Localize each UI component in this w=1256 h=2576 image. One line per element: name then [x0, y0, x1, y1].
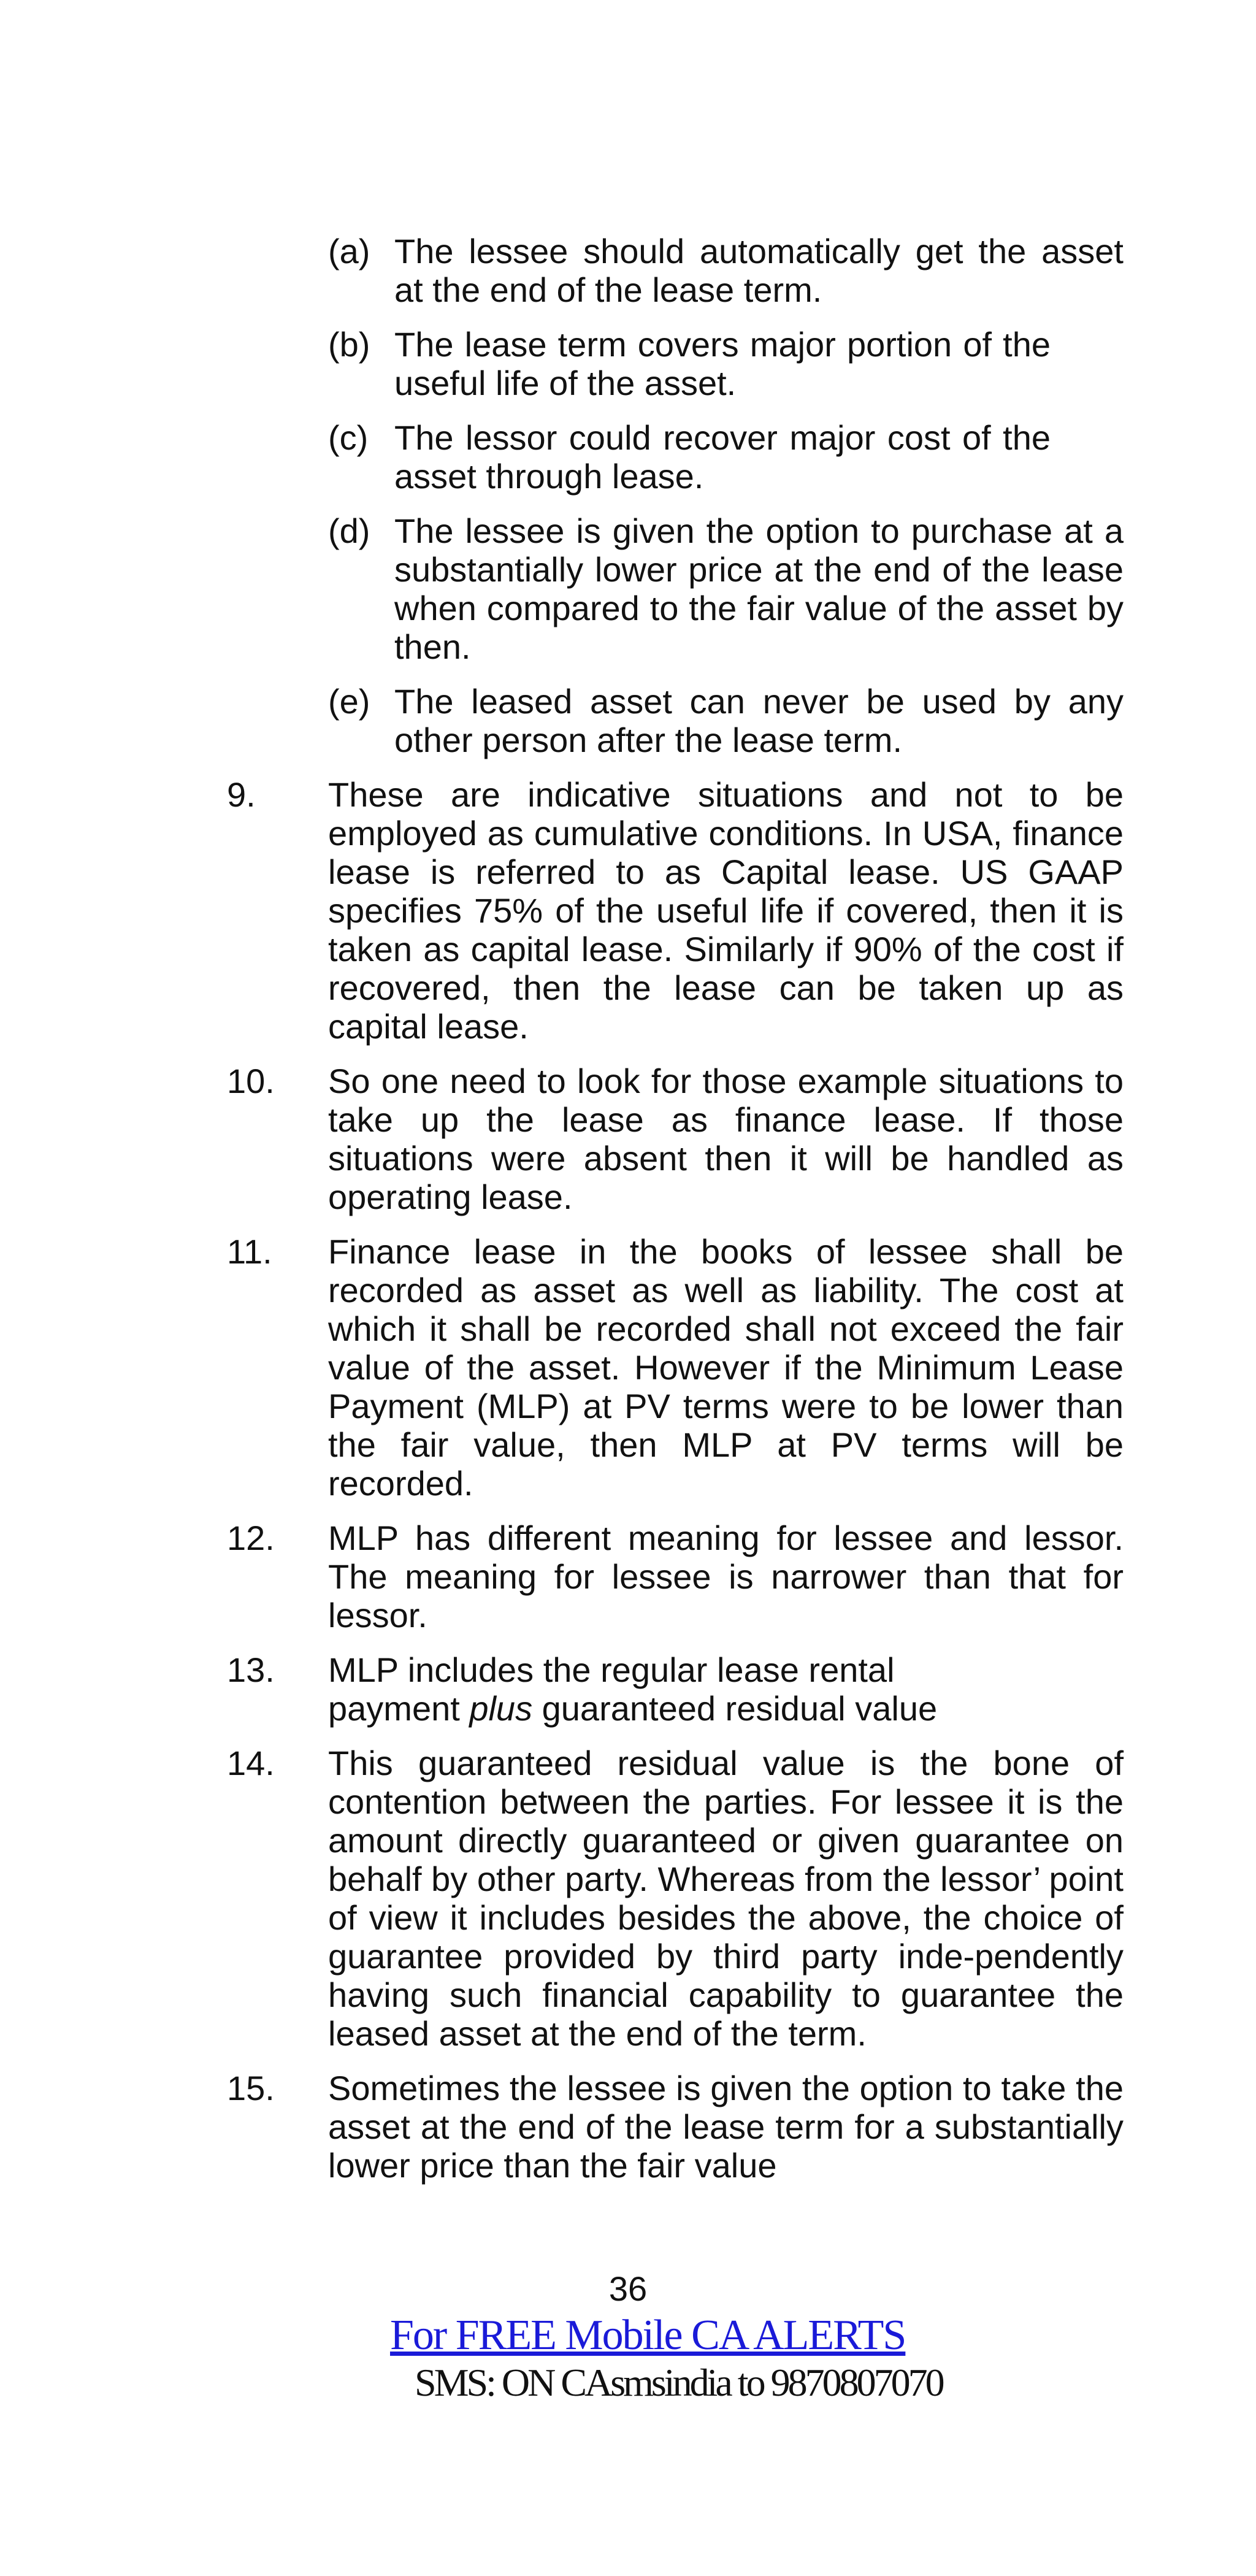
list-item-number: 10. [227, 1062, 275, 1100]
sub-item-text: The leased asset can never be used by any other person after the lease term. [394, 682, 1124, 759]
list-item-number: 9. [227, 775, 256, 814]
list-item-number: 15. [227, 2069, 275, 2107]
sub-item-c [328, 418, 1124, 496]
alerts-link[interactable]: For FREE Mobile CA ALERTS [390, 2312, 906, 2359]
list-item-11 [227, 1232, 1124, 1503]
list-item-number: 14. [227, 1744, 275, 1782]
page-content [227, 232, 1124, 2201]
list-item-text [328, 1650, 990, 1728]
sub-item-d [328, 512, 1124, 666]
sms-info: SMS: ON CAsmsindia to 9870807070 [415, 2361, 943, 2404]
list-item-13 [227, 1650, 1124, 1728]
sub-list [328, 232, 1124, 759]
sub-item-text: The lease term covers major portion of the useful life of the asset. [394, 325, 1051, 402]
sub-item-text: The lessee should automatically get the asset at the end of the lease term. [394, 232, 1124, 309]
list-item-text: MLP has different meaning for lessee and lessor. The meaning for lessee is narrower than that for lessor. [328, 1519, 1124, 1635]
sub-item-label: (c) [328, 418, 369, 457]
list-item-emphasis: plus [469, 1689, 533, 1728]
list-item-12 [227, 1519, 1124, 1635]
list-item-text: These are indicative situations and not to be employed as cumulative conditions. In USA, finance lease is referred to as Capital lease. US GAAP specifies 75% of the useful life if covered, then it is taken as capital lease. Similarly if 90% of the cost if recovered, then the lease can be taken up as capital lease. [328, 775, 1124, 1046]
list-item-9 [227, 775, 1124, 1046]
list-item-number: 11. [227, 1232, 272, 1271]
list-item-text: This guaranteed residual value is the bone of contention between the parties. For lessee it is the amount directly guaranteed or given guarantee on behalf by other party. Whereas from the lessor’ point of view it includes besides the above, the choice of guarantee provided by third party inde-pendently having such financial capability to guarantee the leased asset at the end of the term. [328, 1744, 1124, 2053]
sub-item-label: (e) [328, 682, 370, 721]
sub-item-label: (b) [328, 325, 370, 364]
list-item-number: 12. [227, 1519, 275, 1557]
list-item-10 [227, 1062, 1124, 1216]
list-item-text-part: guaranteed residual value [532, 1689, 938, 1728]
sub-item-label: (d) [328, 512, 370, 550]
list-item-text: Finance lease in the books of lessee shall be recorded as asset as well as liability. The cost at which it shall be recorded shall not exceed the fair value of the asset. However if the Minimum Lease Payment (MLP) at PV terms were to be lower than the fair value, then MLP at PV terms will be recorded. [328, 1232, 1124, 1503]
sub-item-b [328, 325, 1124, 402]
list-item-15 [227, 2069, 1124, 2185]
sub-item-text: The lessor could recover major cost of the asset through lease. [394, 418, 1051, 496]
list-item-number: 13. [227, 1650, 275, 1689]
list-item-text-part: MLP includes the regular lease rental payment [328, 1650, 895, 1728]
list-item-text: So one need to look for those example situations to take up the lease as finance lease. If those situations were absent then it will be handled as operating lease. [328, 1062, 1124, 1216]
page-number: 36 [608, 2269, 648, 2308]
sub-item-e [328, 682, 1124, 759]
list-item-text: Sometimes the lessee is given the option to take the asset at the end of the lease term for a substantially lower price than the fair value [328, 2069, 1124, 2185]
list-item-14 [227, 1744, 1124, 2053]
sub-item-text: The lessee is given the option to purchase at a substantially lower price at the end of the lease when compared to the fair value of the asset by then. [394, 512, 1124, 666]
sub-item-label: (a) [328, 232, 370, 270]
sub-item-a [328, 232, 1124, 309]
